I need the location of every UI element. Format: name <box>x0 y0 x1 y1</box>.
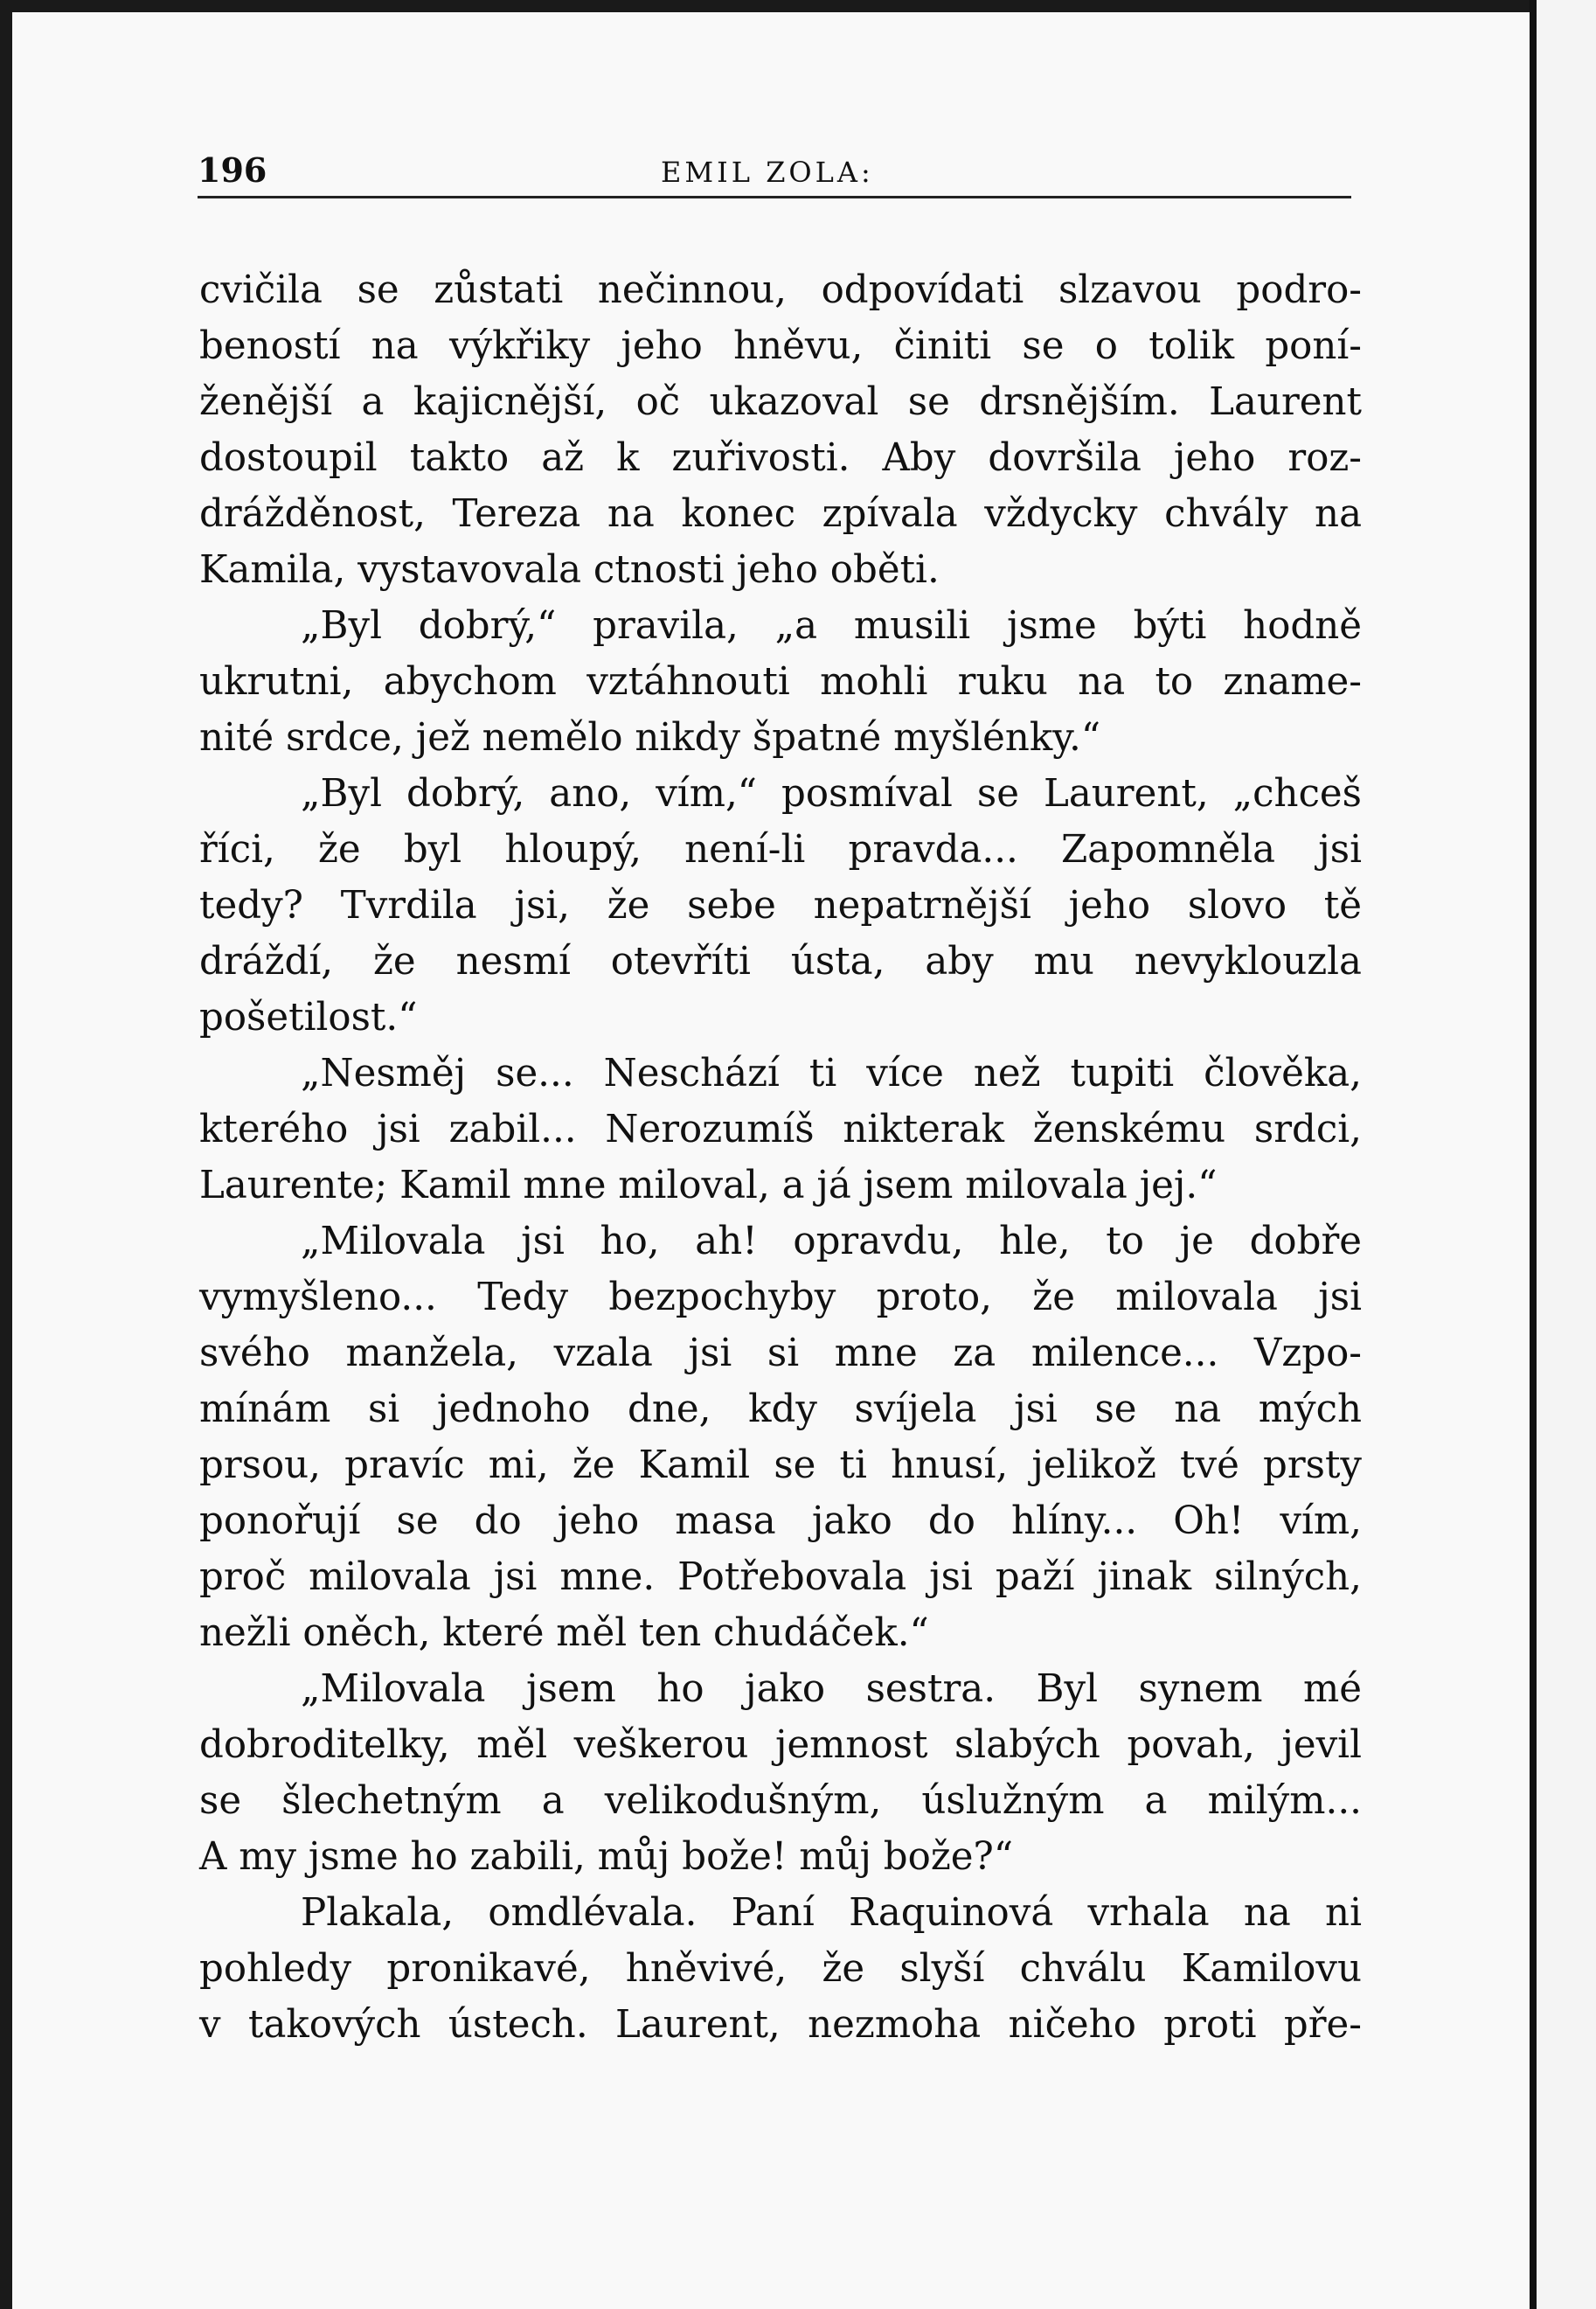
text-line: drážděnost, Tereza na konec zpívala vždycky chvály na <box>199 492 1362 536</box>
text-line: v takových ústech. Laurent, nezmoha ničeho proti pře- <box>199 2003 1362 2047</box>
text-line: kterého jsi zabil... Nerozumíš nikterak ženskému srdci, <box>199 1108 1362 1151</box>
text-line: svého manžela, vzala jsi si mne za milence... Vzpo- <box>199 1332 1362 1375</box>
text-line: nežli oněch, které měl ten chudáček.“ <box>199 1611 929 1655</box>
text-line: dostoupil takto až k zuřivosti. Aby dovršila jeho roz- <box>199 436 1362 480</box>
text-line: ukrutni, abychom vztáhnouti mohli ruku na to zname- <box>199 660 1362 704</box>
text-line: nité srdce, jež nemělo nikdy špatné myšlénky.“ <box>199 716 1101 760</box>
text-line: „Milovala jsem ho jako sestra. Byl synem mé <box>301 1667 1362 1711</box>
scan-edge-right <box>1535 0 1596 2309</box>
running-head <box>198 147 1351 199</box>
text-line: cvičila se zůstati nečinnou, odpovídati slzavou podro- <box>199 268 1362 312</box>
text-line: tedy? Tvrdila jsi, že sebe nepatrnější jeho slovo tě <box>199 884 1362 928</box>
text-line: prsou, pravíc mi, že Kamil se ti hnusí, jelikož tvé prsty <box>199 1443 1362 1487</box>
text-line: ponořují se do jeho masa jako do hlíny... Oh! vím, <box>199 1499 1362 1543</box>
text-line: A my jsme ho zabili, můj bože! můj bože?“ <box>199 1835 1014 1879</box>
text-line: ženější a kajicnější, oč ukazoval se drsnějším. Laurent <box>199 380 1362 424</box>
text-line: mínám si jednoho dne, kdy svíjela jsi se na mých <box>199 1387 1362 1431</box>
text-line: „Byl dobrý, ano, vím,“ posmíval se Laurent, „chceš <box>301 772 1362 816</box>
text-line: dobroditelky, měl veškerou jemnost slabých povah, jevil <box>199 1723 1362 1767</box>
book-spine-line <box>1530 0 1537 2309</box>
text-line: vymyšleno... Tedy bezpochyby proto, že milovala jsi <box>199 1276 1362 1319</box>
text-line: se šlechetným a velikodušným, úslužným a milým... <box>199 1779 1362 1823</box>
text-line: Laurente; Kamil mne miloval, a já jsem milovala jej.“ <box>199 1164 1218 1207</box>
text-line: dráždí, že nesmí otevříti ústa, aby mu nevyklouzla <box>199 940 1362 984</box>
text-line: „Milovala jsi ho, ah! opravdu, hle, to je dobře <box>301 1220 1362 1263</box>
running-title: EMIL ZOLA: <box>661 156 874 189</box>
scan-edge-left <box>0 0 12 2309</box>
text-line: „Byl dobrý,“ pravila, „a musili jsme býti hodně <box>301 604 1362 648</box>
text-line: Plakala, omdlévala. Paní Raquinová vrhala na ni <box>301 1891 1362 1935</box>
text-line: pošetilost.“ <box>199 996 418 1040</box>
page-number: 196 <box>198 150 267 190</box>
text-line: pohledy pronikavé, hněvivé, že slyší chválu Kamilovu <box>199 1947 1362 1991</box>
text-line: „Nesměj se... Neschází ti více než tupiti člověka, <box>301 1052 1362 1095</box>
text-line: říci, že byl hloupý, není-li pravda... Zapomněla jsi <box>199 828 1362 872</box>
text-line: proč milovala jsi mne. Potřebovala jsi paží jinak silných, <box>199 1555 1362 1599</box>
header-rule <box>198 196 1351 198</box>
body-text <box>199 262 1362 2053</box>
text-line: Kamila, vystavovala ctnosti jeho oběti. <box>199 548 940 592</box>
scan-edge-top <box>0 0 1596 12</box>
text-line: beností na výkřiky jeho hněvu, činiti se o tolik poní- <box>199 324 1362 368</box>
